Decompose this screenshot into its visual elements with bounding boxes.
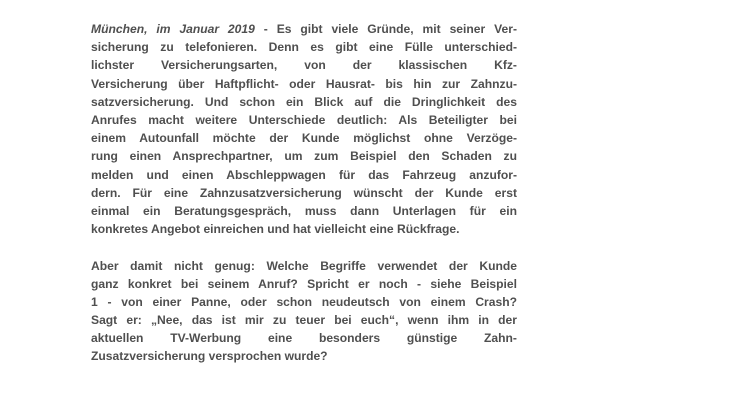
word: Versicherungsarten, [161,58,278,73]
word: eine [267,331,293,346]
paragraph-1-line-7 [91,129,517,147]
word: günstige [406,331,458,346]
paragraph-1-line-2 [91,38,517,56]
line-text: Aber damit nicht genug: Welche Begriffe verwendet der Kunde [91,258,517,273]
word: TV-Werbung [170,331,242,346]
line-text: Anrufes macht weitere Unterschiede deutlich: Als Beteiligter bei [91,112,517,127]
paragraph-1-line-3 [91,56,517,74]
line-text: 1 - von einer Panne, oder schon neudeutsch von einem Crash? [91,294,517,309]
paragraph-2 [91,257,517,366]
line-text: Versicherung über Haftpflicht- oder Hausrat- bis hin zur Zahnzu- [91,76,517,91]
word: besonders [318,331,381,346]
paragraph-2-line-1 [91,257,517,275]
line-text: ganz konkret bei seinem Anruf? Spricht er noch - siehe Beispiel [91,276,517,291]
word: von [304,58,326,73]
line-text: melden und einen Abschleppwagen für das Fahrzeug anzufor- [91,167,517,182]
paragraph-1-line-1 [91,20,517,38]
paragraph-1-line-11 [91,202,517,220]
line-text: einmal ein Beratungsgespräch, muss dann Unterlagen für ein [91,203,517,218]
line-1-text: - Es gibt viele Gründe, mit seiner Ver- [254,22,517,36]
word: Kfz- [494,58,517,73]
paragraph-2-line-2 [91,275,517,293]
word: Zahn- [484,331,517,346]
paragraph-2-line-4 [91,311,517,329]
word: klassischen [398,58,468,73]
line-text: konkretes Angebot einreichen und hat vielleicht eine Rückfrage. [91,222,460,237]
paragraph-1-line-12 [91,220,517,238]
dateline: München, im Januar 2019 [91,22,255,36]
paragraph-spacer [91,238,517,256]
line-text: satzversicherung. Und schon ein Blick auf die Dringlichkeit des [91,94,517,109]
paragraph-1-line-6 [91,111,517,129]
line-text: dern. Für eine Zahnzusatzversicherung wünscht der Kunde erst [91,185,517,200]
paragraph-1-line-8 [91,147,517,165]
line-text: sicherung zu telefonieren. Denn es gibt eine Fülle unterschied- [91,40,517,55]
paragraph-1-line-5 [91,93,517,111]
word: aktuellen [91,331,144,346]
paragraph-1-line-10 [91,184,517,202]
paragraph-1-line-9 [91,166,517,184]
paragraph-1-line-4 [91,75,517,93]
word: lichster [91,58,135,73]
line-text: Zusatzversicherung versprochen wurde? [91,349,328,364]
word: der [352,58,372,73]
line-text: einem Autounfall möchte der Kunde möglichst ohne Verzöge- [91,131,517,146]
paragraph-2-line-6 [91,347,517,365]
paragraph-1 [91,20,517,238]
line-text: Sagt er: „Nee, das ist mir zu teuer bei euch“, wenn ihm in der [91,313,517,328]
article-body [91,20,517,366]
line-text: rung einen Ansprechpartner, um zum Beispiel den Schaden zu [91,149,517,164]
paragraph-2-line-3 [91,293,517,311]
paragraph-2-line-5 [91,329,517,347]
